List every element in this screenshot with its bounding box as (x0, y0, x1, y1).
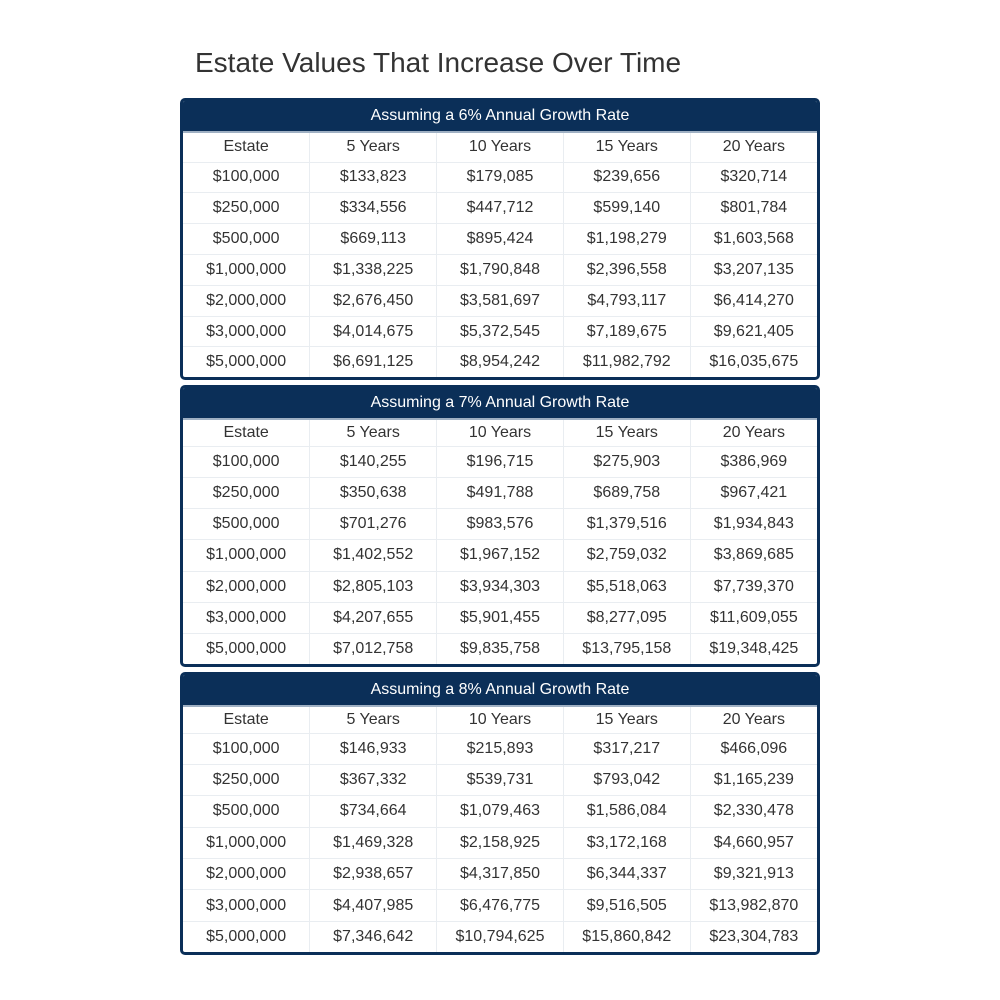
estate-value-cell: $250,000 (183, 764, 310, 795)
projected-value-cell: $967,421 (690, 477, 817, 508)
column-header: 20 Years (690, 706, 817, 733)
column-header: 5 Years (310, 132, 437, 162)
projected-value-cell: $8,277,095 (563, 602, 690, 633)
projected-value-cell: $689,758 (563, 477, 690, 508)
projected-value-cell: $2,158,925 (437, 827, 564, 858)
estate-value-cell: $1,000,000 (183, 827, 310, 858)
projected-value-cell: $9,516,505 (563, 890, 690, 921)
projected-value-cell: $9,321,913 (690, 859, 817, 890)
column-header-row (183, 706, 817, 733)
projected-value-cell: $491,788 (437, 477, 564, 508)
projected-value-cell: $701,276 (310, 509, 437, 540)
table-row (183, 764, 817, 795)
table-caption: Assuming a 7% Annual Growth Rate (183, 388, 817, 419)
projected-value-cell: $386,969 (690, 446, 817, 477)
table-row (183, 509, 817, 540)
data-table (183, 388, 817, 664)
projected-value-cell: $1,338,225 (310, 254, 437, 285)
table-row (183, 827, 817, 858)
projected-value-cell: $13,982,870 (690, 890, 817, 921)
table-row (183, 254, 817, 285)
projected-value-cell: $3,207,135 (690, 254, 817, 285)
projected-value-cell: $1,165,239 (690, 764, 817, 795)
projected-value-cell: $1,379,516 (563, 509, 690, 540)
column-header: 15 Years (563, 419, 690, 446)
table-row (183, 796, 817, 827)
projected-value-cell: $8,954,242 (437, 347, 564, 377)
table-row (183, 347, 817, 377)
projected-value-cell: $1,934,843 (690, 509, 817, 540)
table-row (183, 733, 817, 764)
projected-value-cell: $2,396,558 (563, 254, 690, 285)
data-table (183, 101, 817, 377)
estate-value-cell: $5,000,000 (183, 921, 310, 952)
estate-value-cell: $2,000,000 (183, 285, 310, 316)
projected-value-cell: $7,012,758 (310, 634, 437, 665)
projected-value-cell: $3,869,685 (690, 540, 817, 571)
projected-value-cell: $1,790,848 (437, 254, 564, 285)
table-row (183, 162, 817, 193)
table-row (183, 921, 817, 952)
column-header: Estate (183, 706, 310, 733)
projected-value-cell: $6,414,270 (690, 285, 817, 316)
column-header: 5 Years (310, 706, 437, 733)
table-row (183, 540, 817, 571)
growth-table-8-percent (180, 672, 820, 955)
table-row (183, 602, 817, 633)
estate-value-cell: $1,000,000 (183, 254, 310, 285)
estate-value-cell: $250,000 (183, 193, 310, 224)
projected-value-cell: $133,823 (310, 162, 437, 193)
table-row (183, 477, 817, 508)
projected-value-cell: $13,795,158 (563, 634, 690, 665)
estate-value-cell: $2,000,000 (183, 859, 310, 890)
table-row (183, 890, 817, 921)
projected-value-cell: $5,518,063 (563, 571, 690, 602)
projected-value-cell: $320,714 (690, 162, 817, 193)
estate-value-cell: $3,000,000 (183, 602, 310, 633)
projected-value-cell: $179,085 (437, 162, 564, 193)
projected-value-cell: $1,402,552 (310, 540, 437, 571)
growth-table-6-percent (180, 98, 820, 380)
projected-value-cell: $4,793,117 (563, 285, 690, 316)
estate-value-cell: $100,000 (183, 733, 310, 764)
projected-value-cell: $7,189,675 (563, 316, 690, 347)
column-header: 15 Years (563, 706, 690, 733)
table-row (183, 316, 817, 347)
estate-value-cell: $500,000 (183, 224, 310, 255)
column-header: 10 Years (437, 706, 564, 733)
table-row (183, 634, 817, 665)
column-header: 15 Years (563, 132, 690, 162)
projected-value-cell: $2,938,657 (310, 859, 437, 890)
projected-value-cell: $350,638 (310, 477, 437, 508)
projected-value-cell: $196,715 (437, 446, 564, 477)
estate-value-cell: $500,000 (183, 509, 310, 540)
column-header: 20 Years (690, 132, 817, 162)
projected-value-cell: $16,035,675 (709, 353, 799, 371)
projected-value-cell: $15,860,842 (563, 921, 690, 952)
table-row (183, 224, 817, 255)
projected-value-cell: $1,967,152 (437, 540, 564, 571)
estate-value-cell: $3,000,000 (183, 316, 310, 347)
projected-value-cell: $23,304,783 (709, 927, 799, 945)
projected-value-cell: $895,424 (437, 224, 564, 255)
projected-value-cell: $3,172,168 (563, 827, 690, 858)
projected-value-cell: $1,198,279 (563, 224, 690, 255)
table-row (183, 571, 817, 602)
column-header-row (183, 419, 817, 446)
projected-value-cell: $2,676,450 (310, 285, 437, 316)
projected-value-cell: $4,407,985 (310, 890, 437, 921)
growth-table-7-percent (180, 385, 820, 667)
projected-value-cell: $2,330,478 (690, 796, 817, 827)
data-table (183, 675, 817, 952)
projected-value-cell: $9,621,405 (690, 316, 817, 347)
table-caption: Assuming a 6% Annual Growth Rate (183, 101, 817, 132)
projected-value-cell: $1,586,084 (563, 796, 690, 827)
page-title: Estate Values That Increase Over Time (195, 47, 682, 78)
column-header: 10 Years (437, 132, 564, 162)
projected-value-cell: $793,042 (563, 764, 690, 795)
estate-value-cell: $100,000 (183, 446, 310, 477)
estate-value-cell: $5,000,000 (183, 347, 310, 377)
projected-value-cell: $5,372,545 (437, 316, 564, 347)
projected-value-cell: $801,784 (690, 193, 817, 224)
projected-value-cell: $983,576 (437, 509, 564, 540)
projected-value-cell: $4,207,655 (310, 602, 437, 633)
projected-value-cell: $367,332 (310, 764, 437, 795)
projected-value-cell: $10,794,625 (437, 921, 564, 952)
table-row (183, 285, 817, 316)
projected-value-cell: $5,901,455 (437, 602, 564, 633)
projected-value-cell: $215,893 (437, 733, 564, 764)
projected-value-cell: $239,656 (563, 162, 690, 193)
projected-value-cell: $146,933 (310, 733, 437, 764)
projected-value-cell: $2,759,032 (563, 540, 690, 571)
projected-value-cell: $4,660,957 (690, 827, 817, 858)
table-caption: Assuming a 8% Annual Growth Rate (183, 675, 817, 706)
column-header: Estate (183, 132, 310, 162)
projected-value-cell: $6,344,337 (563, 859, 690, 890)
estate-value-cell: $5,000,000 (183, 634, 310, 665)
projected-value-cell: $1,603,568 (690, 224, 817, 255)
projected-value-cell: $2,805,103 (310, 571, 437, 602)
column-header: Estate (183, 419, 310, 446)
projected-value-cell: $466,096 (690, 733, 817, 764)
table-row (183, 859, 817, 890)
projected-value-cell: $4,014,675 (310, 316, 437, 347)
projected-value-cell: $275,903 (563, 446, 690, 477)
projected-value-cell: $9,835,758 (437, 634, 564, 665)
estate-value-cell: $500,000 (183, 796, 310, 827)
estate-value-cell: $250,000 (183, 477, 310, 508)
projected-value-cell: $7,739,370 (690, 571, 817, 602)
estate-value-cell: $100,000 (183, 162, 310, 193)
estate-value-cell: $1,000,000 (183, 540, 310, 571)
column-header: 20 Years (690, 419, 817, 446)
estate-value-cell: $2,000,000 (183, 571, 310, 602)
projected-value-cell: $4,317,850 (437, 859, 564, 890)
column-header: 10 Years (437, 419, 564, 446)
column-header: 5 Years (310, 419, 437, 446)
projected-value-cell: $1,469,328 (310, 827, 437, 858)
projected-value-cell: $599,140 (563, 193, 690, 224)
projected-value-cell: $669,113 (310, 224, 437, 255)
projected-value-cell: $334,556 (310, 193, 437, 224)
projected-value-cell: $6,691,125 (310, 347, 437, 377)
projected-value-cell: $539,731 (437, 764, 564, 795)
table-row (183, 193, 817, 224)
projected-value-cell: $447,712 (437, 193, 564, 224)
projected-value-cell: $140,255 (310, 446, 437, 477)
projected-value-cell: $317,217 (563, 733, 690, 764)
projected-value-cell: $6,476,775 (437, 890, 564, 921)
projected-value-cell: $1,079,463 (437, 796, 564, 827)
projected-value-cell: $11,982,792 (563, 347, 690, 377)
table-row (183, 446, 817, 477)
column-header-row (183, 132, 817, 162)
projected-value-cell: $3,581,697 (437, 285, 564, 316)
projected-value-cell: $11,609,055 (690, 602, 817, 633)
projected-value-cell: $734,664 (310, 796, 437, 827)
estate-value-cell: $3,000,000 (183, 890, 310, 921)
projected-value-cell: $7,346,642 (310, 921, 437, 952)
projected-value-cell: $19,348,425 (709, 640, 799, 657)
projected-value-cell: $3,934,303 (437, 571, 564, 602)
